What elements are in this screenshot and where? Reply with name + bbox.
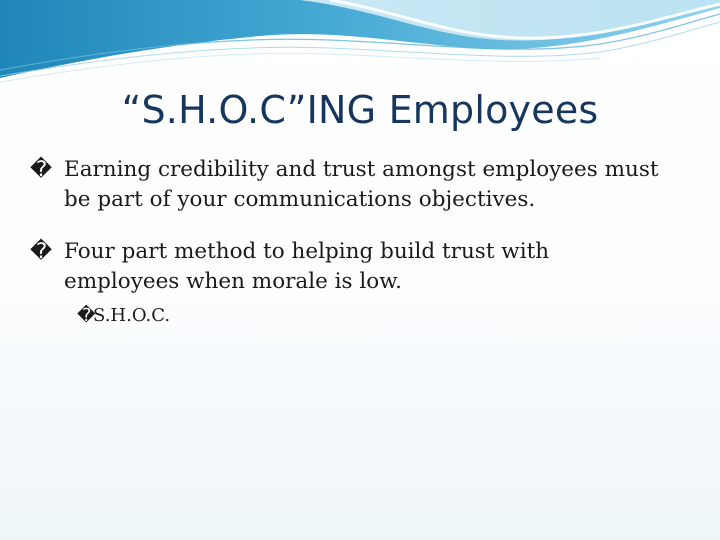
bullet-text-line: Earning credibility and trust amongst employees must (64, 157, 659, 182)
bullet-item (30, 237, 710, 297)
bullet-glyph-icon: � (30, 239, 53, 264)
header-wave-decoration (0, 0, 720, 90)
bullet-text-line: employees when morale is low. (64, 269, 402, 294)
sub-bullet-text: S.H.O.C. (93, 305, 171, 326)
sub-bullet-item (77, 303, 710, 329)
bullet-glyph-icon: � (77, 305, 96, 326)
bullet-glyph-icon: � (30, 157, 53, 182)
bullet-text-line: Four part method to helping build trust with (64, 239, 550, 264)
bullet-text-line: be part of your communications objectives. (64, 187, 536, 212)
bullet-item (30, 155, 710, 215)
slide-title: “S.H.O.C”ING Employees (121, 88, 599, 132)
slide-body (30, 155, 710, 329)
